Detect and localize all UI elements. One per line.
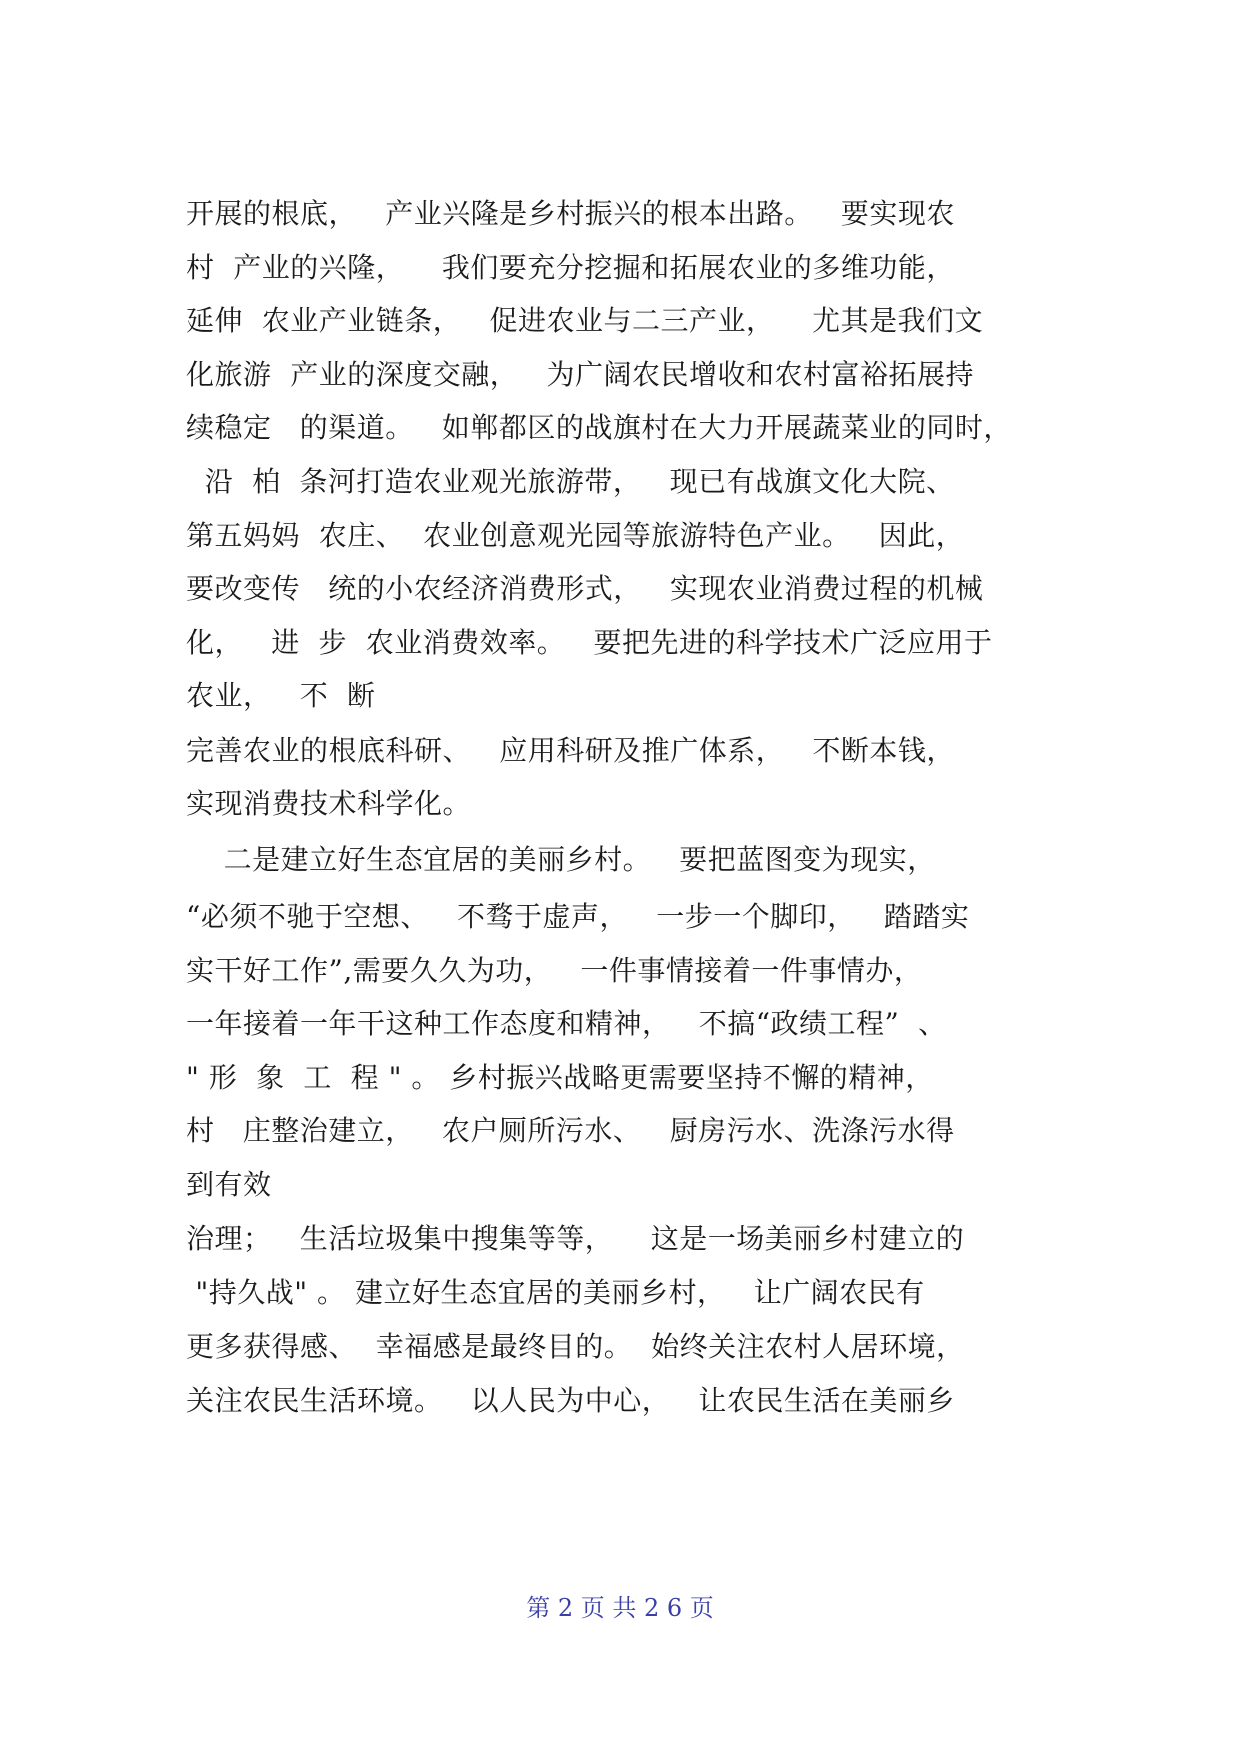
body-line: 农业， 不 断 — [186, 679, 376, 712]
body-line: 村 庄整治建立， 农户厕所污水、 厨房污水、洗涤污水得 — [186, 1114, 955, 1147]
body-line: 开展的根底， 产业兴隆是乡村振兴的根本出路。 要实现农 — [186, 197, 955, 230]
body-line: 治理； 生活垃圾集中搜集等等， 这是一场美丽乡村建立的 — [186, 1222, 965, 1255]
body-line: 关注农民生活环境。 以人民为中心， 让农民生活在美丽乡 — [186, 1384, 955, 1417]
body-line: 一年接着一年干这种工作态度和精神， 不搞“政绩工程” 、 — [186, 1007, 947, 1040]
body-line: 到有效 — [186, 1168, 272, 1201]
body-line: 续稳定 的渠道。 如郸都区的战旗村在大力开展蔬菜业的同时， — [186, 411, 1012, 444]
body-line: 村 产业的兴隆， 我们要充分挖掘和拓展农业的多维功能， — [186, 251, 955, 284]
body-line: 化， 进 步 农业消费效率。 要把先进的科学技术广泛应用于 — [186, 626, 993, 659]
body-line: "持久战" 。 建立好生态宜居的美丽乡村， 让广阔农民有 — [186, 1276, 925, 1309]
body-line: 实现消费技术科学化。 — [186, 787, 472, 820]
body-line: 化旅游 产业的深度交融， 为广阔农民增收和农村富裕拓展持 — [186, 358, 975, 391]
body-line: 更多获得感、 幸福感是最终目的。 始终关注农村人居环境， — [186, 1330, 965, 1363]
body-line: 第五妈妈 农庄、 农业创意观光园等旅游特色产业。 因此， — [186, 519, 965, 552]
body-line: 完善农业的根底科研、 应用科研及推广体系， 不断本钱， — [186, 734, 955, 767]
body-line: " 形 象 工 程 " 。 乡村振兴战略更需要坚持不懈的精神， — [186, 1061, 934, 1094]
body-line: 延伸 农业产业链条， 促进农业与二三产业， 尤其是我们文 — [186, 304, 984, 337]
body-line: 沿 柏 条河打造农业观光旅游带， 现已有战旗文化大院、 — [186, 465, 955, 498]
page-number-footer: 第 2 页 共 2 6 页 — [526, 1594, 714, 1622]
paragraph-start-line: 二是建立好生态宜居的美丽乡村。 要把蓝图变为现实， — [186, 843, 936, 876]
body-line: 实干好工作”,需要久久为功， 一件事情接着一件事情办， — [186, 954, 923, 987]
body-line: “必须不驰于空想、 不骛于虚声， 一步一个脚印， 踏踏实 — [186, 900, 970, 933]
body-line: 要改变传 统的小农经济消费形式， 实现农业消费过程的机械 — [186, 572, 984, 605]
